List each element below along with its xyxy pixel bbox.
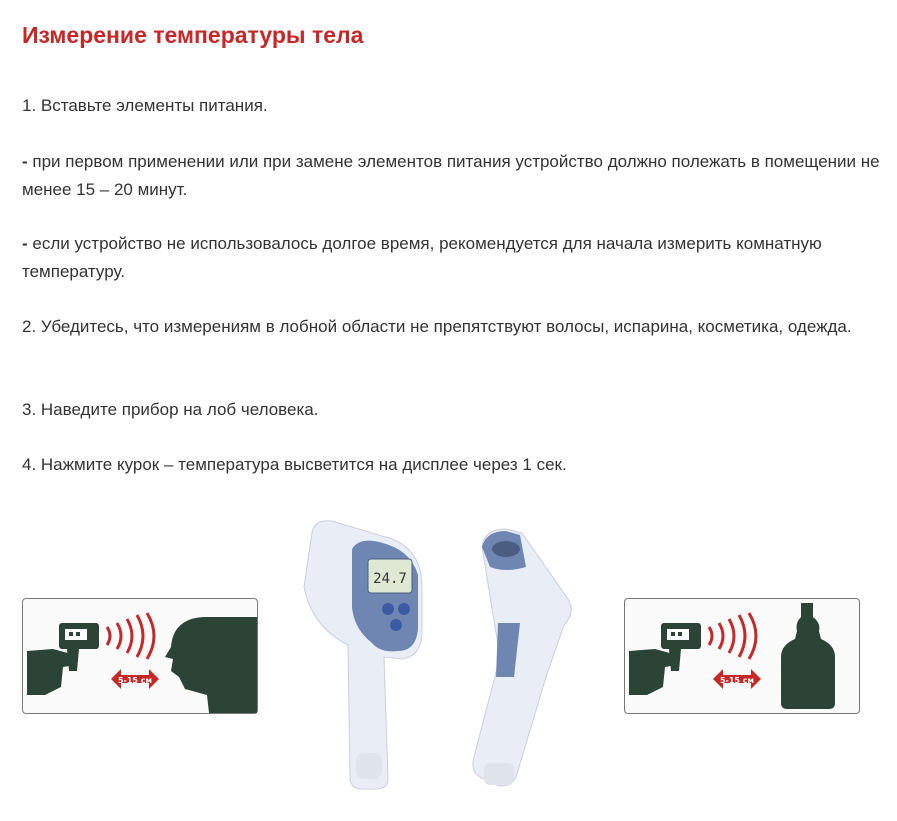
step-4: 4. Нажмите курок – температура высветится на дисплее через 1 сек. xyxy=(22,455,567,474)
object-measurement-svg xyxy=(625,599,859,713)
step-3: 3. Наведите прибор на лоб человека. xyxy=(22,400,319,419)
dash-bullet: - xyxy=(22,152,28,171)
button-icon xyxy=(382,603,394,615)
step-2: 2. Убедитесь, что измерениям в лобной области не препятствуют волосы, испарина, косметика, одежда. xyxy=(22,317,852,336)
note-first-use-text: при первом применении или при замене элементов питания устройство должно полежать в помещении не менее 15 – 20 минут. xyxy=(22,152,880,199)
display-reading: 24.7 xyxy=(373,571,407,587)
forehead-measurement-svg xyxy=(23,599,257,713)
note-long-unused-text: если устройство не использовалось долгое время, рекомендуется для начала измерить комнатную температуру. xyxy=(22,234,822,281)
thermometer-front-view xyxy=(292,517,432,795)
distance-label: 5-15 см xyxy=(719,676,755,685)
note-long-unused xyxy=(22,230,882,286)
page-title: Измерение температуры тела xyxy=(22,22,364,48)
infrared-waves-icon xyxy=(107,613,154,659)
button-icon xyxy=(398,603,410,615)
forehead-measurement-illustration xyxy=(22,598,258,714)
head-icon xyxy=(165,617,257,713)
note-first-use xyxy=(22,148,882,204)
distance-label: 5-15 см xyxy=(117,676,153,685)
step-1: 1. Вставьте элементы питания. xyxy=(22,96,268,115)
object-measurement-illustration xyxy=(624,598,860,714)
thermometer-side-view xyxy=(456,527,576,795)
infrared-waves-icon xyxy=(709,613,756,659)
dash-bullet: - xyxy=(22,234,28,253)
bottle-icon xyxy=(781,603,835,709)
button-icon xyxy=(390,619,402,631)
